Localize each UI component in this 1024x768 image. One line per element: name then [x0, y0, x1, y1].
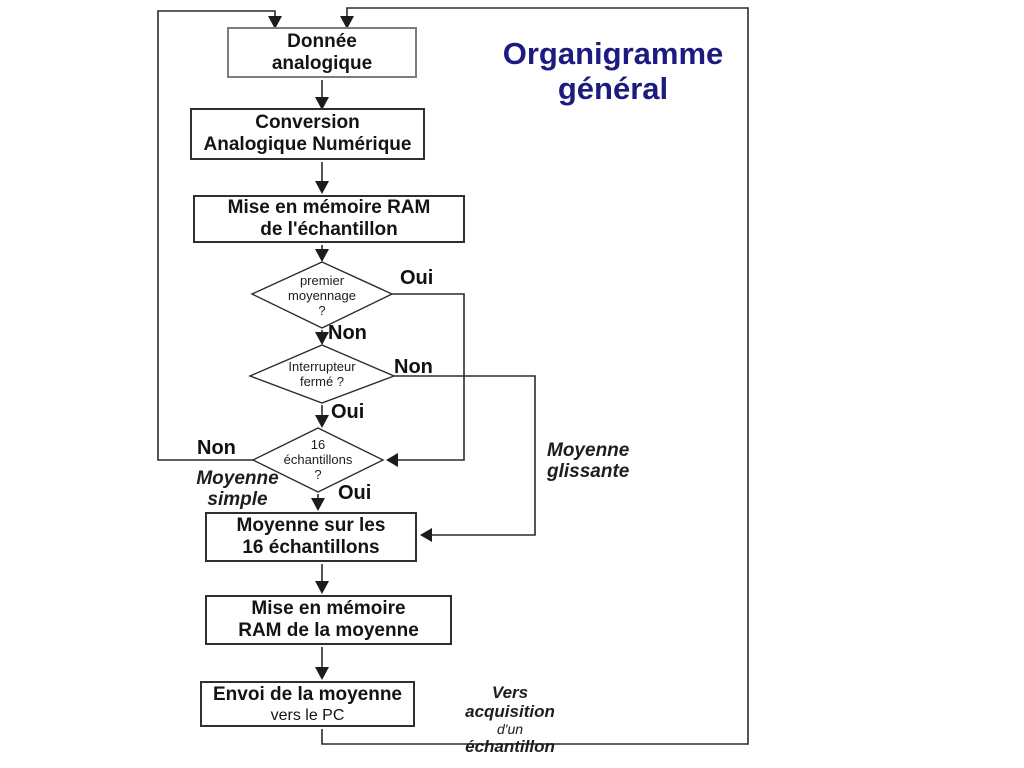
arrowhead-into-premier: [315, 249, 329, 262]
annotation-line: Vers: [491, 683, 529, 702]
box-label-line: Conversion: [255, 112, 360, 133]
decision-label-line: moyennage: [288, 288, 356, 303]
page-title: [477, 36, 749, 106]
arrowhead-into-ram: [315, 181, 329, 194]
decision-label-line: Interrupteur: [288, 359, 356, 374]
box-label-line: Moyenne sur les: [236, 515, 386, 536]
box-label-line: analogique: [271, 52, 373, 74]
process-box-moyenne-16: [205, 512, 417, 562]
process-box-ram-echantillon: [193, 195, 465, 243]
process-box-ram-moyenne: [205, 595, 452, 645]
arrowhead-into-moyenne16-right: [420, 528, 432, 542]
decision-label-line: fermé ?: [299, 374, 345, 389]
decision-label-line: premier: [299, 273, 345, 288]
annotation-line: acquisition: [465, 702, 555, 721]
annotation-line: Moyenne: [196, 468, 279, 489]
box-label-line: vers le PC: [270, 706, 345, 724]
branch-label-oui-seize: Oui: [338, 482, 372, 504]
box-label-line: Analogique Numérique: [203, 134, 412, 155]
process-box-donnee-analogique: [227, 27, 417, 78]
box-label-line: 16 échantillons: [242, 537, 380, 558]
box-label-line: Donnée: [287, 30, 357, 52]
decision-label-line: 16: [310, 437, 326, 452]
branch-label-non-premier: Non: [328, 322, 367, 344]
arrowhead-into-seize-top: [315, 415, 329, 428]
annotation-moyenne-simple: [175, 468, 300, 510]
branch-label-non-seize: Non: [197, 437, 236, 459]
decision-label-interrupteur: [252, 359, 392, 389]
decision-label-line: ?: [318, 303, 326, 318]
decision-label-premier-moyennage: [262, 273, 382, 318]
decision-label-line: ?: [314, 467, 322, 482]
box-label-line: Envoi de la moyenne: [213, 683, 402, 705]
annotation-line: échantillon: [465, 737, 555, 756]
branch-label-non-interrupteur: Non: [394, 356, 433, 378]
page-title-line2: général: [557, 71, 669, 106]
annotation-moyenne-glissante: [547, 440, 629, 482]
annotation-line: simple: [207, 489, 268, 510]
arrowhead-into-envoi: [315, 667, 329, 680]
process-box-conversion-an: [190, 108, 425, 160]
arrowhead-into-moyenne16-top: [311, 498, 325, 511]
branch-label-oui-premier: Oui: [400, 267, 434, 289]
arrowhead-into-interrupteur: [315, 332, 329, 345]
box-label-line: Mise en mémoire RAM: [227, 197, 431, 218]
annotation-line: Moyenne: [547, 440, 630, 461]
box-label-line: RAM de la moyenne: [238, 620, 419, 641]
annotation-vers-acquisition: [430, 683, 590, 756]
box-label-line: Mise en mémoire: [251, 598, 406, 619]
arrowhead-into-ram2: [315, 581, 329, 594]
arrowhead-into-seize-right: [386, 453, 398, 467]
branch-label-oui-interrupteur: Oui: [331, 401, 365, 423]
process-box-envoi-pc: [200, 681, 415, 727]
annotation-line: d'un: [496, 721, 524, 737]
box-label-line: de l'échantillon: [260, 219, 398, 240]
page-title-line1: Organigramme: [502, 36, 724, 71]
decision-label-line: échantillons: [283, 452, 353, 467]
annotation-line: glissante: [547, 461, 630, 482]
